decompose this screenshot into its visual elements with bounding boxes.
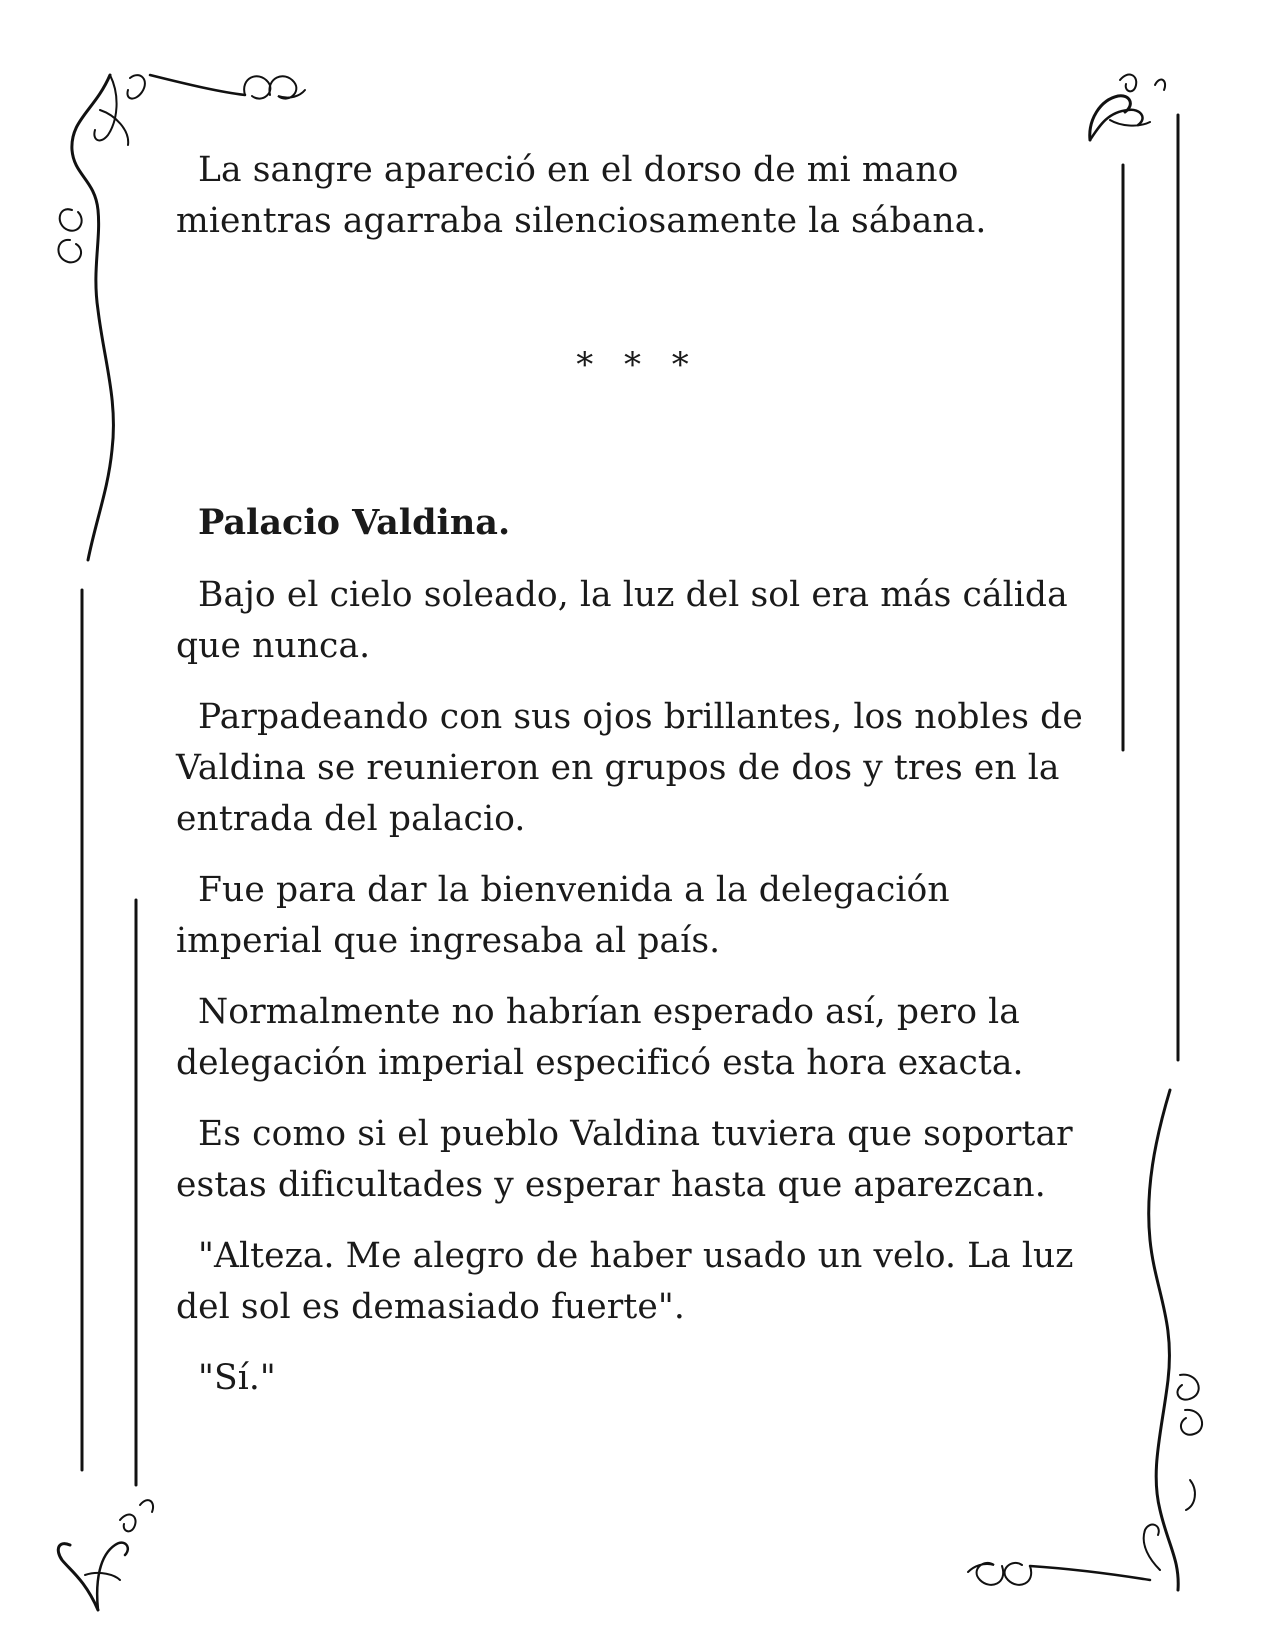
- paragraph: Normalmente no habrían esperado así, pero la delegación imperial especificó esta hora exacta.: [176, 992, 1024, 1083]
- paragraph: "Alteza. Me alegro de haber usado un velo. La luz del sol es demasiado fuerte".: [176, 1236, 1074, 1327]
- paragraph: "Sí.": [198, 1358, 276, 1398]
- paragraph: La sangre apareció en el dorso de mi mano mientras agarraba silenciosamente la sábana.: [176, 150, 987, 241]
- paragraph: Fue para dar la bienvenida a la delegación imperial que ingresaba al país.: [176, 870, 950, 961]
- flourish-bottom-left-icon: [58, 1500, 153, 1610]
- paragraph: Parpadeando con sus ojos brillantes, los nobles de Valdina se reunieron en grupos de dos y tres en la entrada del palacio.: [176, 697, 1083, 839]
- section-heading: Palacio Valdina.: [198, 502, 511, 543]
- body-text-block: [176, 570, 1106, 1424]
- paragraph: Bajo el cielo soleado, la luz del sol era más cálida que nunca.: [176, 575, 1068, 666]
- section-separator: * * *: [576, 345, 699, 385]
- flourish-top-right-icon: [1090, 75, 1165, 140]
- top-text-block: [176, 145, 1106, 247]
- paragraph: Es como si el pueblo Valdina tuviera que soportar estas dificultades y esperar hasta que aparezcan.: [176, 1114, 1073, 1205]
